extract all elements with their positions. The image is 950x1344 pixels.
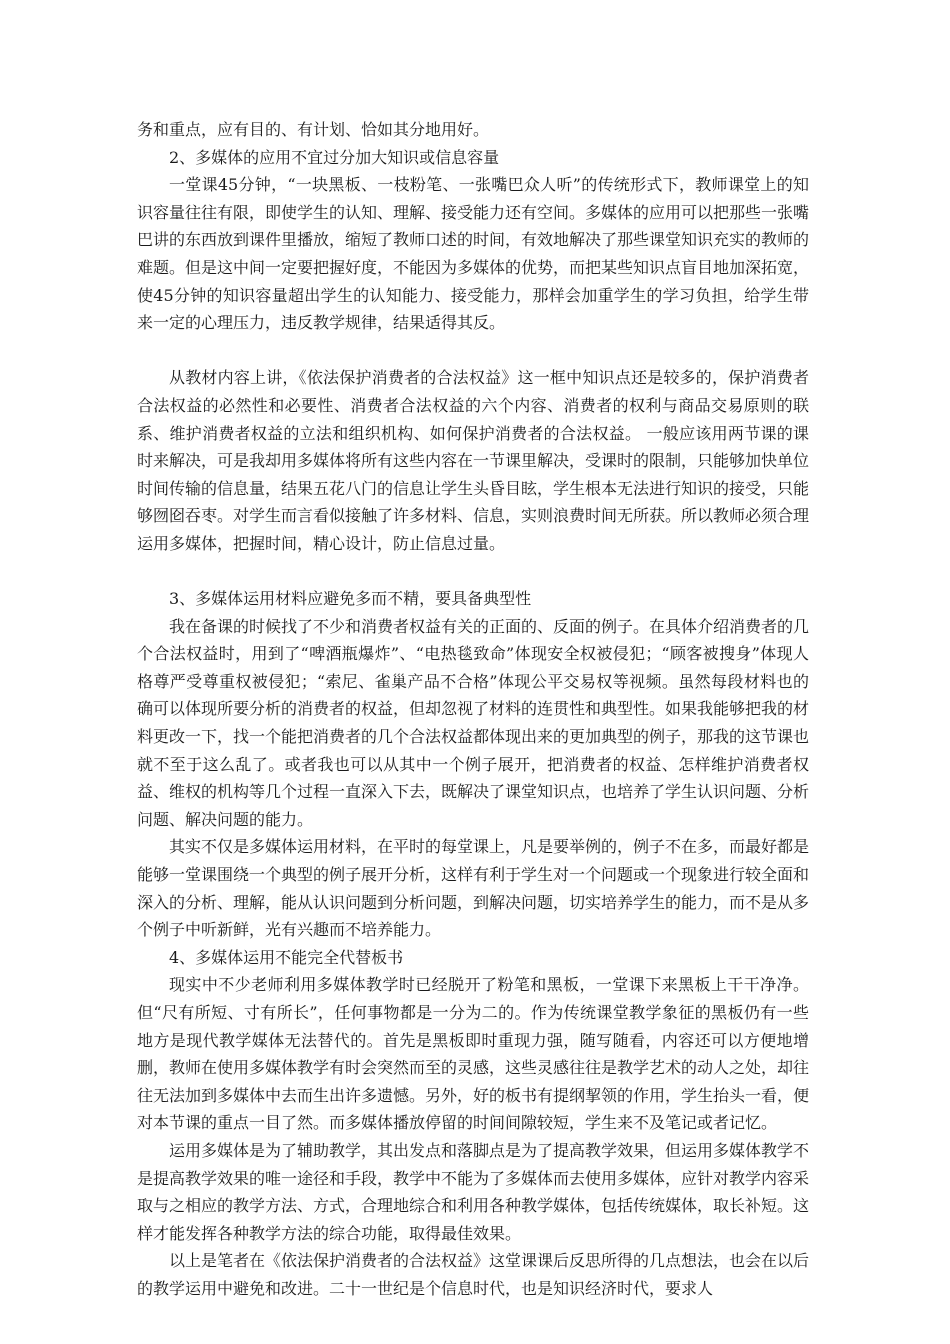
- paragraph: 我在备课的时候找了不少和消费者权益有关的正面的、反面的例子。在具体介绍消费者的几个合法权益时，用到了“啤酒瓶爆炸”、“电热毯致命”体现安全权被侵犯；“顾客被搜身”体现人格尊严受尊重权被侵犯；“索尼、雀巢产品不合格”体现公平交易权等视频。虽然每段材料也的确可以体现所要分析的消费者的权益，但却忽视了材料的连贯性和典型性。如果我能够把我的材料更改一下，找一个能把消费者的几个合法权益都体现出来的更加典型的例子，那我的这节课也就不至于这么乱了。或者我也可以从其中一个例子展开，把消费者的权益、怎样维护消费者权益、维权的机构等几个过程一直深入下去，既解决了课堂知识点，也培养了学生认识问题、分析问题、解决问题的能力。: [137, 616, 810, 829]
- paragraph: 以上是笔者在《依法保护消费者的合法权益》这堂课课后反思所得的几点想法，也会在以后的教学运用中避免和改进。二十一世纪是个信息时代，也是知识经济时代，要求人: [137, 1251, 810, 1298]
- section-heading-3: 3、多媒体运用材料应避免多而不精，要具备典型性: [169, 589, 532, 609]
- section-heading-2: 2、多媒体的应用不宜过分加大知识或信息容量: [169, 147, 500, 167]
- section-heading-4: 4、多媒体运用不能完全代替板书: [169, 947, 404, 967]
- paragraph: 其实不仅是多媒体运用材料，在平时的每堂课上，凡是要举例的，例子不在多，而最好都是能够一堂课围绕一个典型的例子展开分析，这样有利于学生对一个问题或一个现象进行较全面和深入的分析、理解，能从认识问题到分析问题，到解决问题，切实培养学生的能力，而不是从多个例子中听新鲜，光有兴趣而不培养能力。: [137, 837, 810, 940]
- paragraph: 运用多媒体是为了辅助教学，其出发点和落脚点是为了提高教学效果，但运用多媒体教学不是提高教学效果的唯一途径和手段，教学中不能为了多媒体而去使用多媒体，应针对教学内容采取与之相应的教学方法、方式，合理地综合和利用各种教学媒体，包括传统媒体，取长补短。这样才能发挥各种教学方法的综合功能，取得最佳效果。: [137, 1140, 810, 1243]
- paragraph: 从教材内容上讲，《依法保护消费者的合法权益》这一框中知识点还是较多的，保护消费者合法权益的必然性和必要性、消费者合法权益的六个内容、消费者的权利与商品交易原则的联系、维护消费者权益的立法和组织机构、如何保护消费者的合法权益。 一般应该用两节课的课时来解决，可是我却用多媒体将所有这些内容在一节课里解决，受课时的限制，只能够加快单位时间传输的信息量，结果五花八门的信息让学生头昏目眩，学生根本无法进行知识的接受，只能够囫囵吞枣。对学生而言看似接触了许多材料、信息，实则浪费时间无所获。所以教师必须合理运用多媒体，把握时间，精心设计，防止信息过量。: [137, 368, 810, 553]
- paragraph-continuation: 务和重点，应有目的、有计划、恰如其分地用好。: [137, 120, 490, 139]
- paragraph: 一堂课45分钟，“一块黑板、一枝粉笔、一张嘴巴众人听”的传统形式下，教师课堂上的知识容量往往有限，即使学生的认知、理解、接受能力还有空间。多媒体的应用可以把那些一张嘴巴讲的东西放到课件里播放，缩短了教师口述的时间，有效地解决了那些课堂知识充实的教师的难题。但是这中间一定要把握好度，不能因为多媒体的优势，而把某些知识点盲目地加深拓宽，使45分钟的知识容量超出学生的认知能力、接受能力，那样会加重学生的学习负担，给学生带来一定的心理压力，违反教学规律，结果适得其反。: [137, 175, 810, 333]
- document-body: [137, 116, 809, 1303]
- paragraph: 现实中不少老师利用多媒体教学时已经脱开了粉笔和黑板，一堂课下来黑板上干干净净。但“尺有所短、寸有所长”，任何事物都是一分为二的。作为传统课堂教学象征的黑板仍有一些地方是现代教学媒体无法替代的。首先是黑板即时重现力强，随写随看，内容还可以方便地增删，教师在使用多媒体教学有时会突然而至的灵感，这些灵感往往是教学艺术的动人之处，却往往无法加到多媒体中去而生出许多遗憾。另外，好的板书有提纲挈领的作用，学生抬头一看，便对本节课的重点一目了然。而多媒体播放停留的时间间隙较短，学生来不及笔记或者记忆。: [137, 975, 810, 1133]
